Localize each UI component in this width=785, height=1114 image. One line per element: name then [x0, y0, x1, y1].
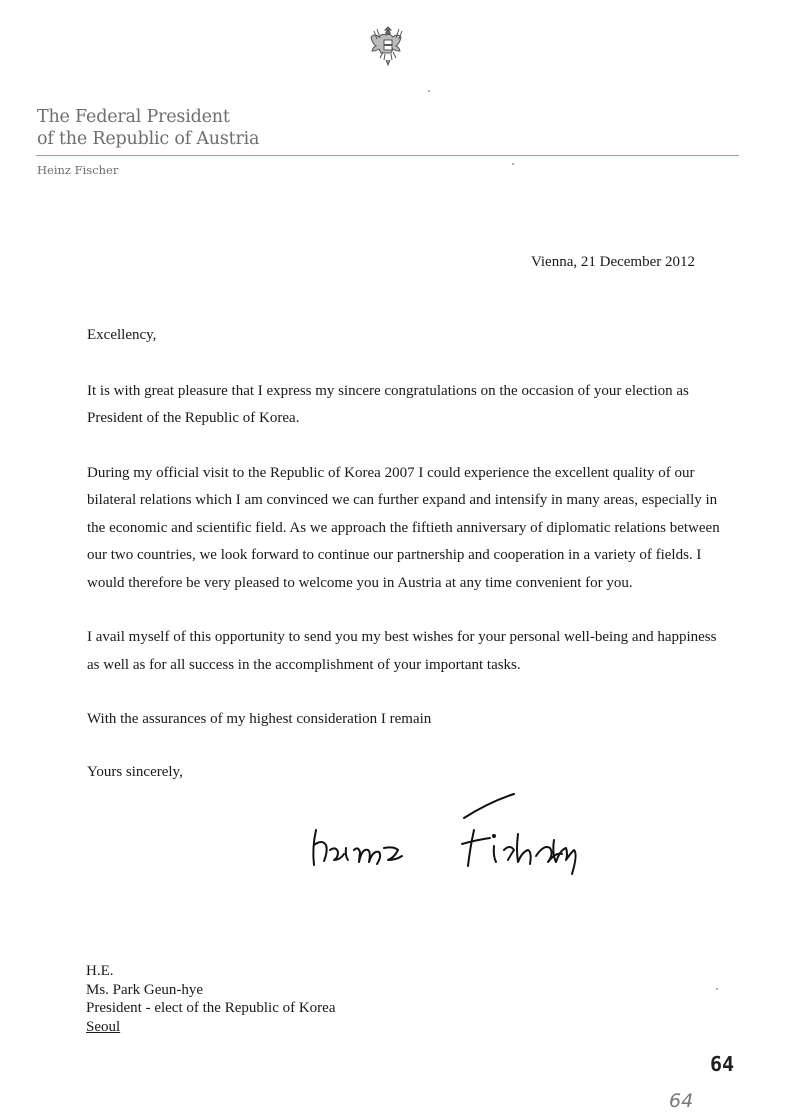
salutation: Excellency, — [87, 327, 157, 343]
org-line-2: of the Republic of Austria — [37, 129, 260, 149]
austrian-eagle-icon — [368, 24, 408, 68]
paragraph: During my official visit to the Republic of Korea 2007 I could experience the excellent quality of our bilateral relations which I am convinced we can further expand and intensify in many areas, especially in the economic and scientific field. As we approach the fiftieth anniversary of diplomatic relations between our two countries, we look forward to continue our partnership and cooperation in a variety of fields. I would therefore be very pleased to welcome you in Austria at any time convenient for you. — [87, 464, 720, 591]
letter-body — [87, 322, 727, 786]
letterhead-person: Heinz Fischer — [37, 163, 119, 177]
addressee-city: Seoul — [86, 1018, 121, 1035]
scan-speck — [512, 163, 514, 165]
addressee-honorific: H.E. — [86, 963, 114, 979]
addressee-name: Ms. Park Geun-hye — [86, 981, 204, 998]
letterhead-divider — [36, 155, 739, 156]
page-number-stamp: 64 — [710, 1052, 735, 1076]
paragraph: I avail myself of this opportunity to send you my best wishes for your personal well-being and happiness as well as for all success in the accomplishment of your important tasks. — [87, 629, 717, 673]
addressee-block — [86, 962, 336, 1036]
scan-speck — [716, 988, 718, 990]
page-number-handwritten: 64 — [669, 1090, 694, 1112]
paragraph: It is with great pleasure that I express my sincere congratulations on the occasion of your election as President of the Republic of Korea. — [87, 382, 689, 426]
signature-image — [304, 790, 594, 880]
closing: Yours sincerely, — [87, 763, 183, 780]
addressee-title: President - elect of the Republic of Korea — [86, 1000, 336, 1016]
scan-speck — [428, 90, 430, 92]
assurance-line: With the assurances of my highest consideration I remain — [87, 711, 432, 727]
letterhead-title — [37, 106, 259, 150]
org-line-1: The Federal President — [37, 107, 230, 127]
letter-date: Vienna, 21 December 2012 — [530, 254, 695, 270]
